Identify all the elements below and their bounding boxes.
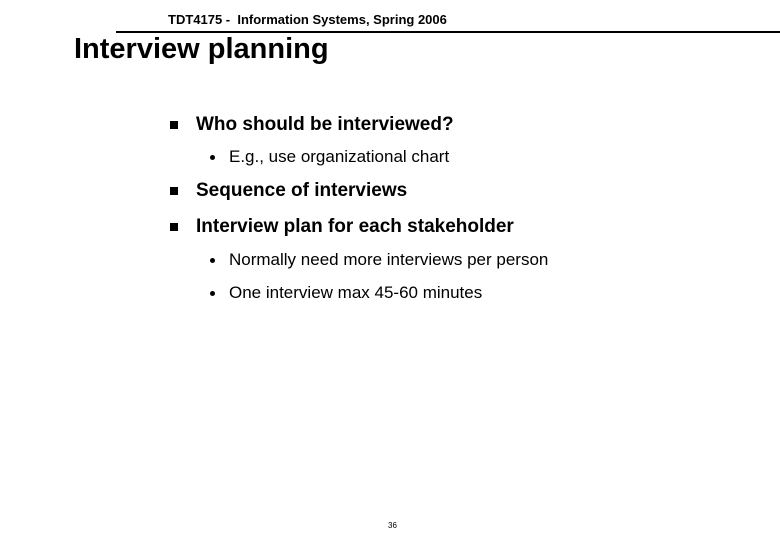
bullet-text: Sequence of interviews <box>196 180 408 201</box>
sub-bullet-item <box>210 250 548 270</box>
page-number: 36 <box>388 521 397 530</box>
sub-bullet-text: One interview max 45-60 minutes <box>229 283 483 302</box>
slide-title: Interview planning <box>74 33 329 65</box>
course-header: TDT4175 - Information Systems, Spring 2006 <box>168 12 447 27</box>
sub-bullet-text: Normally need more interviews per person <box>229 250 549 269</box>
bullet-text: Interview plan for each stakeholder <box>196 216 514 237</box>
round-bullet-icon <box>210 291 215 296</box>
square-bullet-icon <box>170 121 178 129</box>
bullet-text: Who should be interviewed? <box>196 114 454 135</box>
square-bullet-icon <box>170 187 178 195</box>
round-bullet-icon <box>210 155 215 160</box>
square-bullet-icon <box>170 223 178 231</box>
round-bullet-icon <box>210 258 215 263</box>
sub-bullet-text: E.g., use organizational chart <box>229 147 450 166</box>
sub-bullet-item <box>210 283 482 303</box>
bullet-item <box>170 180 407 202</box>
bullet-item <box>170 114 454 136</box>
sub-bullet-item <box>210 147 449 167</box>
bullet-item <box>170 216 514 238</box>
